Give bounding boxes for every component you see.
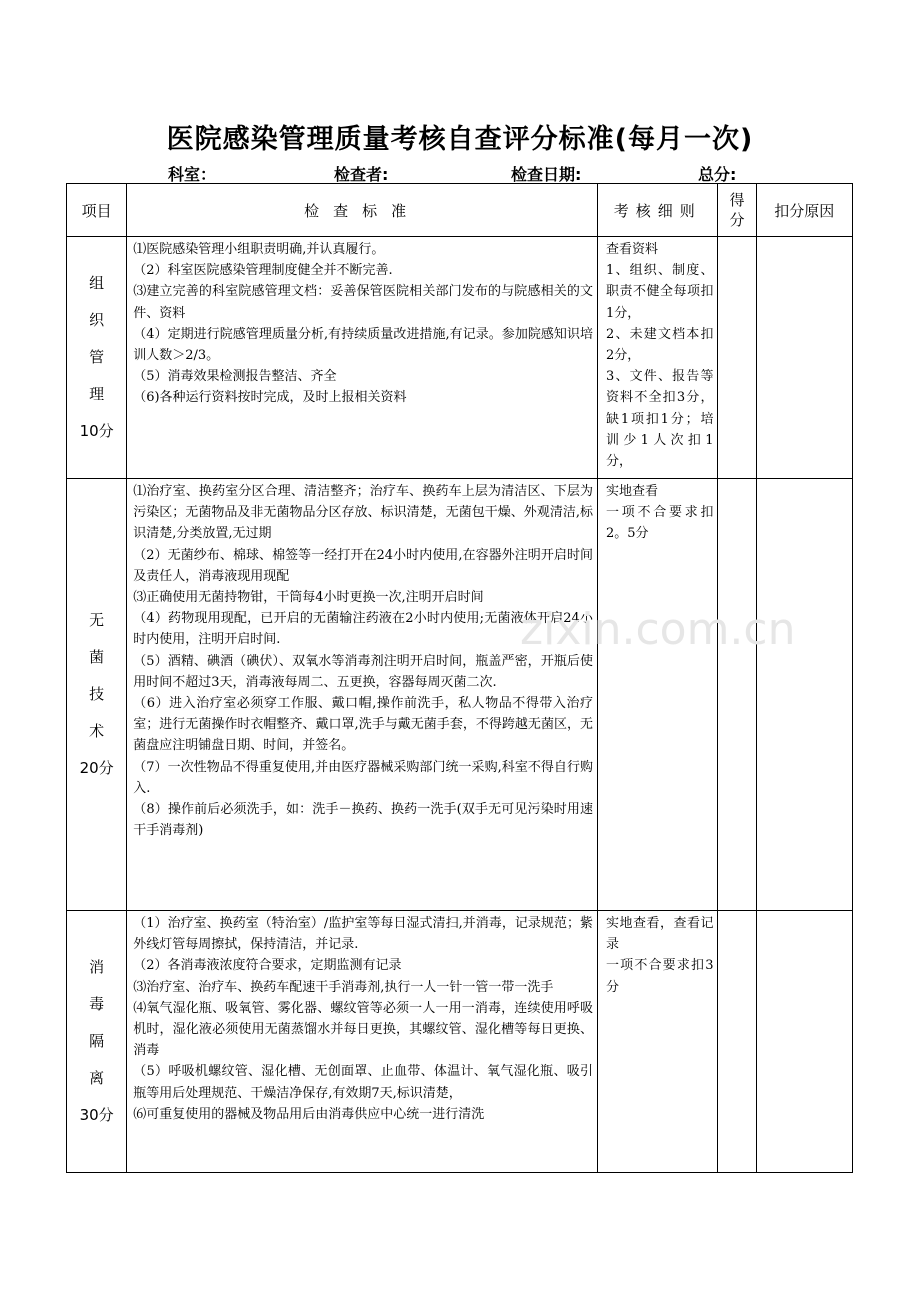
standard-item: （6)各种运行资料按时完成，及时上报相关资料 (133, 390, 407, 406)
evaluation-table (66, 183, 853, 1173)
section-points: 10分 (79, 422, 114, 440)
detail-item: 实地查看，查看记录 (606, 916, 714, 953)
section-name (67, 479, 127, 911)
standard-item: ⑴医院感染管理小组职责明确,并认真履行。 (133, 242, 385, 257)
section-name-char: 管 (89, 348, 105, 366)
section-name-char: 织 (89, 311, 105, 329)
standard-item: （4）定期进行院感管理质量分析,有持续质量改进措施,有记录。参加院感知识培训人数＞2/3。 (133, 326, 594, 364)
section-row (67, 911, 853, 1173)
reason-cell (756, 479, 852, 911)
section-name-char: 无 (89, 611, 105, 629)
section-name-char: 毒 (89, 995, 105, 1013)
standard-item: （4）药物现用现配，已开启的无菌输注药液在2小时内使用;无菌液体开启24小时内使用，注明开启时间. (133, 611, 594, 648)
section-name-char: 技 (89, 685, 105, 703)
standard-item: （1）治疗室、换药室（特治室）/监护室等每日湿式清扫,并消毒，记录规范；紫外线灯管每周擦拭，保持清洁，并记录. (133, 916, 594, 953)
section-points: 20分 (79, 759, 114, 777)
section-row (67, 237, 853, 479)
reason-cell (756, 911, 852, 1173)
header-score: 得分 (718, 184, 756, 237)
inspector-label: 检查者: (334, 165, 389, 184)
section-name-char: 术 (89, 722, 105, 740)
score-cell (718, 911, 756, 1173)
section-name-char: 隔 (89, 1032, 105, 1050)
score-cell (718, 237, 756, 479)
section-name-char: 消 (89, 958, 105, 976)
header-reason: 扣分原因 (756, 184, 852, 237)
standard-item: ⑹可重复使用的器械及物品用后由消毒供应中心统一进行清洗 (133, 1106, 485, 1122)
detail-item: 一项不合要求扣2。5分 (606, 505, 714, 542)
details-cell (598, 911, 718, 1173)
score-cell (718, 479, 756, 911)
section-name-char: 组 (89, 274, 105, 292)
standard-item: （5）呼吸机螺纹管、湿化槽、无创面罩、止血带、体温计、氧气湿化瓶、吸引瓶等用后处理规范、干燥洁净保存,有效期7天,标识清楚， (133, 1064, 594, 1101)
standard-item: （7）一次性物品不得重复使用,并由医疗器械采购部门统一采购,科室不得自行购入. (133, 759, 594, 796)
standard-item: （2）科室医院感染管理制度健全并不断完善. (133, 263, 393, 279)
standard-item: （5）酒精、碘酒（碘伏）、双氧水等消毒剂注明开启时间，瓶盖严密，开瓶后使用时间不超过3天，消毒液每周二、五更换，容器每周灭菌二次. (133, 653, 594, 690)
standard-item: ⑶建立完善的科室院感管理文档：妥善保管医院相关部门发布的与院感相关的文件、资料 (133, 284, 594, 321)
details-cell (598, 479, 718, 911)
section-row (67, 479, 853, 911)
standard-item: （6）进入治疗室必须穿工作服、戴口帽,操作前洗手，私人物品不得带入治疗室；进行无菌操作时衣帽整齐、戴口罩,洗手与戴无菌手套，不得跨越无菌区，无菌盘应注明铺盘日期、时间，并签名。 (133, 696, 594, 754)
standards-cell (127, 479, 598, 911)
watermark: zixin.com.cn (520, 604, 796, 655)
standards-cell (127, 911, 598, 1173)
table-header-row (67, 184, 853, 237)
standard-item: （2）无菌纱布、棉球、棉签等一经打开在24小时内使用,在容器外注明开启时间及责任人，消毒液现用现配 (133, 547, 594, 584)
standard-item: （5）消毒效果检测报告整洁、齐全 (133, 369, 337, 385)
header-standard: 检查标准 (127, 184, 598, 237)
details-cell (598, 237, 718, 479)
total-label: 总分: (698, 165, 737, 184)
standard-item: ⑷氧气湿化瓶、吸氧管、雾化器、螺纹管等必须一人一用一消毒，连续使用呼吸机时，湿化液必须使用无菌蒸馏水并每日更换，其螺纹管、湿化槽等每日更换、消毒 (133, 1000, 594, 1059)
standards-cell (127, 237, 598, 479)
section-name (67, 237, 127, 479)
section-name (67, 911, 127, 1173)
detail-item: 2、未建文档本扣2分， (606, 326, 714, 364)
detail-item: 查看资料 (606, 242, 659, 257)
standard-item: （8）操作前后必须洗手，如：洗手－换药、换药一洗手(双手无可见污染时用速干手消毒剂) (133, 802, 594, 839)
header-item: 项目 (67, 184, 127, 237)
section-points: 30分 (79, 1106, 114, 1124)
dept-label: 科室： (168, 165, 217, 184)
section-name-char: 离 (89, 1069, 105, 1087)
standard-item: ⑴治疗室、换药室分区合理、清洁整齐；治疗车、换药车上层为清洁区、下层为污染区；无菌物品及非无菌物品分区存放、标识清楚，无菌包干燥、外观清洁,标识清楚,分类放置,无过期 (133, 484, 594, 542)
standard-item: ⑶治疗室、治疗车、换药车配速干手消毒剂,执行一人一针一管一带一洗手 (133, 979, 554, 995)
detail-item: 1、组织、制度、职责不健全每项扣1分， (606, 263, 714, 321)
detail-item: 实地查看 (606, 484, 659, 499)
reason-cell (756, 237, 852, 479)
header-detail: 考核细则 (598, 184, 718, 237)
standard-item: （2）各消毒液浓度符合要求，定期监测有记录 (133, 958, 402, 974)
section-name-char: 菌 (89, 648, 105, 666)
section-name-char: 理 (89, 385, 105, 403)
detail-item: 3、文件、报告等资料不全扣3分，缺1项扣1分；培训少1人次扣1分， (606, 369, 714, 470)
detail-item: 一项不合要求扣3分 (606, 958, 714, 995)
page-title: 医院感染管理质量考核自查评分标准(每月一次) (166, 124, 754, 155)
standard-item: ⑶正确使用无菌持物钳，干筒每4小时更换一次,注明开启时间 (133, 590, 484, 606)
date-label: 检查日期: (511, 165, 582, 184)
